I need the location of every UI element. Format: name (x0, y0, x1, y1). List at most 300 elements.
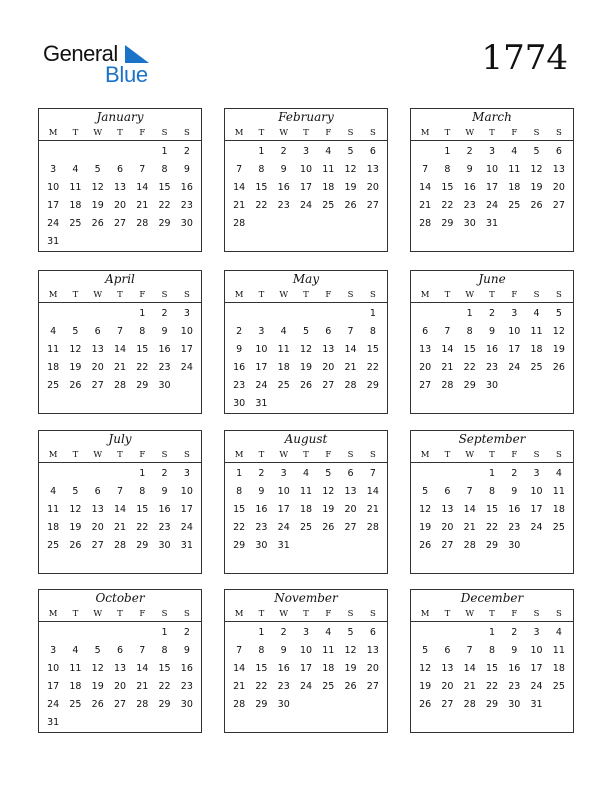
weekday-header-row (39, 448, 201, 463)
day-cell: 8 (236, 486, 243, 497)
day-cell: 19 (69, 362, 82, 373)
empty-day-cell (317, 305, 339, 323)
weekday-header: M (420, 450, 430, 460)
day-cell: 27 (419, 380, 432, 391)
day-cell: 8 (161, 645, 168, 656)
day-cell: 23 (158, 362, 171, 373)
weekday-header: S (161, 450, 168, 460)
empty-day-cell (87, 305, 109, 323)
month-title: August (284, 432, 328, 446)
day-cell: 22 (485, 681, 499, 692)
day-cell: 2 (236, 326, 243, 337)
weekday-header: F (511, 609, 518, 619)
day-cell: 16 (180, 182, 193, 193)
day-cell: 2 (280, 627, 287, 638)
day-cell: 2 (466, 146, 473, 157)
day-cell: 2 (161, 468, 168, 479)
day-cell: 3 (183, 468, 190, 479)
day-cell: 26 (91, 699, 104, 710)
day-cell: 15 (255, 182, 268, 193)
weekday-header: S (183, 128, 190, 138)
day-cell: 2 (280, 146, 287, 157)
day-cell: 21 (233, 681, 246, 692)
empty-day-cell (250, 305, 272, 323)
day-cell: 26 (322, 522, 335, 533)
day-cell: 16 (180, 663, 193, 674)
weekday-header: F (511, 450, 518, 460)
day-cell: 25 (69, 699, 82, 710)
empty-day-cell (109, 465, 131, 483)
weekday-header: S (369, 290, 376, 300)
day-cell: 11 (69, 182, 82, 193)
day-cell: 23 (463, 200, 476, 211)
day-cell: 13 (441, 504, 454, 515)
day-cell: 4 (72, 164, 79, 175)
day-cell: 28 (113, 540, 127, 551)
day-cell: 11 (277, 344, 290, 355)
day-cell: 1 (139, 308, 146, 319)
day-cell: 1 (369, 308, 376, 319)
day-cell: 30 (463, 218, 476, 229)
day-cell: 31 (47, 717, 60, 728)
weekday-header: T (444, 128, 451, 138)
empty-day-cell (273, 305, 295, 323)
weekday-header: T (303, 450, 309, 460)
day-grid (411, 141, 573, 233)
day-cell: 21 (463, 522, 476, 533)
day-cell: 20 (366, 182, 379, 193)
day-cell: 20 (552, 182, 565, 193)
day-cell: 1 (139, 468, 146, 479)
day-cell: 31 (277, 540, 290, 551)
day-cell: 11 (508, 164, 521, 175)
day-cell: 11 (530, 326, 543, 337)
day-cell: 11 (47, 344, 60, 355)
day-grid (39, 141, 201, 251)
day-cell: 14 (366, 486, 379, 497)
day-cell: 30 (508, 540, 521, 551)
day-cell: 19 (69, 522, 82, 533)
day-cell: 29 (463, 380, 476, 391)
day-cell: 8 (488, 645, 496, 656)
day-cell: 3 (533, 627, 540, 638)
empty-day-cell (414, 624, 436, 642)
empty-day-cell (436, 465, 458, 483)
day-cell: 27 (344, 522, 357, 533)
day-cell: 1 (488, 468, 496, 479)
day-cell: 3 (302, 146, 310, 157)
day-cell: 22 (158, 200, 171, 211)
day-grid (411, 303, 573, 395)
day-cell: 27 (366, 681, 379, 692)
day-cell: 14 (463, 663, 476, 674)
weekday-header: S (183, 450, 190, 460)
weekday-header: S (555, 290, 562, 300)
day-grid (225, 303, 387, 413)
day-cell: 24 (47, 218, 60, 229)
day-cell: 3 (488, 146, 496, 157)
day-cell: 29 (233, 540, 246, 551)
weekday-header: W (465, 128, 475, 138)
day-cell: 26 (344, 681, 357, 692)
empty-day-cell (414, 143, 436, 161)
day-cell: 24 (180, 522, 193, 533)
day-cell: 28 (344, 380, 357, 391)
month-september (410, 430, 574, 574)
day-cell: 28 (419, 218, 432, 229)
day-cell: 9 (183, 164, 190, 175)
day-cell: 11 (322, 164, 335, 175)
day-cell: 25 (322, 200, 335, 211)
day-cell: 19 (322, 504, 335, 515)
day-cell: 3 (511, 308, 518, 319)
logo-triangle-icon (125, 45, 149, 63)
weekday-header: S (555, 128, 562, 138)
day-grid (411, 463, 573, 555)
month-november (224, 589, 388, 733)
weekday-header: F (139, 609, 146, 619)
day-cell: 10 (530, 645, 543, 656)
day-cell: 12 (91, 663, 104, 674)
empty-day-cell (42, 624, 64, 642)
day-cell: 5 (302, 326, 310, 337)
day-cell: 29 (158, 218, 171, 229)
weekday-header: W (93, 609, 103, 619)
weekday-header: T (489, 609, 495, 619)
day-cell: 2 (258, 468, 265, 479)
weekday-header: T (444, 450, 451, 460)
weekday-header: T (258, 609, 265, 619)
day-cell: 17 (299, 182, 313, 193)
day-cell: 5 (72, 326, 79, 337)
weekday-header: T (258, 128, 265, 138)
day-cell: 12 (344, 164, 357, 175)
day-cell: 30 (508, 699, 521, 710)
empty-day-cell (64, 465, 86, 483)
day-cell: 12 (91, 182, 104, 193)
day-cell: 22 (366, 362, 379, 373)
weekday-header: T (444, 290, 451, 300)
day-cell: 18 (552, 504, 565, 515)
weekday-header: T (258, 290, 265, 300)
day-cell: 27 (366, 200, 379, 211)
day-cell: 17 (299, 663, 313, 674)
month-july (38, 430, 202, 574)
day-cell: 17 (485, 182, 499, 193)
empty-day-cell (339, 305, 361, 323)
day-cell: 27 (441, 540, 454, 551)
day-cell: 18 (47, 522, 60, 533)
day-cell: 28 (233, 218, 246, 229)
day-cell: 7 (444, 326, 451, 337)
day-cell: 15 (463, 344, 476, 355)
empty-day-cell (109, 305, 131, 323)
month-title: October (95, 591, 145, 605)
day-cell: 17 (255, 362, 268, 373)
empty-day-cell (459, 624, 481, 642)
day-cell: 16 (158, 344, 171, 355)
day-cell: 29 (441, 218, 454, 229)
weekday-header: W (279, 450, 289, 460)
weekday-header: W (465, 609, 475, 619)
day-cell: 17 (530, 663, 543, 674)
day-cell: 3 (50, 645, 57, 656)
day-cell: 16 (255, 504, 268, 515)
month-title: November (274, 591, 338, 605)
day-cell: 13 (344, 486, 357, 497)
day-cell: 29 (485, 540, 499, 551)
day-cell: 10 (299, 645, 313, 656)
day-cell: 19 (299, 362, 313, 373)
weekday-header: S (533, 290, 540, 300)
weekday-header: M (48, 128, 58, 138)
day-cell: 23 (233, 380, 246, 391)
day-cell: 1 (258, 146, 265, 157)
weekday-header: S (369, 128, 376, 138)
weekday-header: T (444, 609, 451, 619)
logo-text-general: General (43, 41, 118, 66)
day-cell: 8 (488, 486, 496, 497)
day-cell: 29 (255, 699, 268, 710)
day-cell: 19 (419, 681, 432, 692)
day-cell: 18 (69, 681, 82, 692)
day-cell: 27 (322, 380, 335, 391)
day-cell: 1 (258, 627, 265, 638)
day-grid (39, 463, 201, 555)
day-cell: 25 (69, 218, 82, 229)
day-cell: 3 (50, 164, 57, 175)
day-cell: 26 (69, 380, 82, 391)
empty-day-cell (42, 143, 64, 161)
day-cell: 8 (139, 486, 146, 497)
day-cell: 25 (299, 522, 313, 533)
day-cell: 15 (136, 504, 149, 515)
day-cell: 21 (344, 362, 357, 373)
day-cell: 14 (113, 504, 127, 515)
day-cell: 22 (136, 362, 149, 373)
day-cell: 18 (69, 200, 82, 211)
day-cell: 10 (47, 182, 60, 193)
month-title: September (458, 432, 526, 446)
day-cell: 30 (158, 380, 171, 391)
day-cell: 17 (508, 344, 521, 355)
weekday-header: T (72, 290, 79, 300)
day-cell: 26 (91, 218, 104, 229)
empty-day-cell (414, 305, 436, 323)
day-cell: 25 (47, 540, 60, 551)
day-cell: 29 (136, 380, 149, 391)
day-cell: 9 (236, 344, 243, 355)
day-cell: 28 (136, 699, 149, 710)
day-cell: 20 (441, 522, 454, 533)
weekday-header: S (347, 609, 354, 619)
empty-day-cell (64, 143, 86, 161)
day-cell: 10 (508, 326, 521, 337)
empty-day-cell (109, 143, 131, 161)
weekday-header: T (258, 450, 265, 460)
day-cell: 1 (488, 627, 496, 638)
weekday-header: T (303, 128, 309, 138)
day-cell: 3 (258, 326, 265, 337)
day-cell: 5 (94, 645, 101, 656)
day-cell: 30 (255, 540, 268, 551)
day-cell: 25 (47, 380, 60, 391)
day-cell: 9 (161, 486, 168, 497)
weekday-header: M (48, 290, 58, 300)
day-cell: 5 (555, 308, 562, 319)
day-cell: 2 (183, 146, 190, 157)
day-cell: 13 (552, 164, 565, 175)
day-cell: 9 (280, 645, 287, 656)
day-cell: 11 (552, 645, 565, 656)
day-cell: 19 (530, 182, 543, 193)
day-cell: 17 (180, 504, 193, 515)
day-cell: 19 (552, 344, 565, 355)
day-cell: 23 (508, 681, 521, 692)
empty-day-cell (42, 465, 64, 483)
day-cell: 6 (347, 468, 354, 479)
day-cell: 11 (299, 486, 313, 497)
day-cell: 24 (508, 362, 521, 373)
day-cell: 6 (116, 164, 124, 175)
day-cell: 21 (136, 681, 149, 692)
day-cell: 9 (511, 486, 518, 497)
day-cell: 9 (511, 645, 518, 656)
day-cell: 2 (488, 308, 496, 319)
day-cell: 7 (347, 326, 354, 337)
empty-day-cell (436, 624, 458, 642)
day-cell: 10 (299, 164, 313, 175)
day-cell: 29 (485, 699, 499, 710)
day-cell: 10 (47, 663, 60, 674)
weekday-header-row (225, 607, 387, 622)
day-cell: 29 (158, 699, 171, 710)
day-cell: 13 (366, 645, 379, 656)
weekday-header-row (411, 607, 573, 622)
empty-day-cell (414, 465, 436, 483)
day-cell: 19 (344, 182, 357, 193)
day-cell: 5 (94, 164, 101, 175)
day-cell: 22 (255, 200, 268, 211)
day-cell: 17 (180, 344, 193, 355)
weekday-header-row (39, 126, 201, 141)
weekday-header: T (489, 290, 495, 300)
day-cell: 14 (113, 344, 127, 355)
empty-day-cell (109, 624, 131, 642)
weekday-header: W (93, 128, 103, 138)
day-cell: 26 (530, 200, 543, 211)
day-cell: 22 (441, 200, 454, 211)
day-cell: 12 (552, 326, 565, 337)
day-cell: 3 (533, 468, 540, 479)
empty-day-cell (64, 624, 86, 642)
month-august (224, 430, 388, 574)
day-cell: 21 (366, 504, 379, 515)
day-cell: 14 (344, 344, 357, 355)
day-cell: 26 (552, 362, 565, 373)
day-cell: 4 (325, 627, 332, 638)
day-cell: 13 (91, 504, 104, 515)
day-cell: 16 (508, 663, 521, 674)
day-cell: 8 (258, 645, 265, 656)
weekday-header-row (225, 448, 387, 463)
day-cell: 10 (485, 164, 499, 175)
weekday-header: M (234, 450, 244, 460)
weekday-header: M (420, 128, 430, 138)
day-cell: 7 (466, 486, 473, 497)
weekday-header: S (347, 290, 354, 300)
day-cell: 14 (419, 182, 432, 193)
day-cell: 23 (485, 362, 499, 373)
day-cell: 4 (555, 627, 562, 638)
weekday-header: S (533, 609, 540, 619)
day-cell: 9 (183, 645, 190, 656)
day-cell: 6 (369, 627, 376, 638)
day-cell: 6 (94, 486, 101, 497)
month-title: December (460, 591, 524, 605)
day-cell: 30 (180, 699, 193, 710)
weekday-header: W (279, 609, 289, 619)
day-cell: 26 (344, 200, 357, 211)
day-cell: 13 (91, 344, 104, 355)
day-cell: 20 (344, 504, 357, 515)
day-cell: 4 (325, 146, 332, 157)
day-cell: 26 (69, 540, 82, 551)
day-cell: 1 (444, 146, 451, 157)
empty-day-cell (87, 624, 109, 642)
weekday-header: W (465, 290, 475, 300)
day-cell: 2 (511, 468, 518, 479)
weekday-header: W (93, 290, 103, 300)
weekday-header: S (183, 290, 190, 300)
weekday-header: S (161, 609, 168, 619)
day-cell: 19 (91, 681, 104, 692)
empty-day-cell (228, 143, 250, 161)
day-cell: 31 (180, 540, 193, 551)
weekday-header: F (139, 450, 146, 460)
day-cell: 9 (466, 164, 473, 175)
day-cell: 13 (322, 344, 335, 355)
day-cell: 21 (233, 200, 246, 211)
calendar-year: 1774 (481, 38, 568, 78)
weekday-header: S (183, 609, 190, 619)
month-april (38, 270, 202, 414)
day-cell: 18 (299, 504, 313, 515)
day-cell: 5 (347, 627, 354, 638)
day-cell: 14 (233, 182, 246, 193)
day-cell: 24 (485, 200, 499, 211)
day-cell: 3 (183, 308, 190, 319)
weekday-header: T (489, 128, 495, 138)
empty-day-cell (228, 624, 250, 642)
weekday-header: M (48, 450, 58, 460)
day-cell: 5 (422, 645, 429, 656)
day-cell: 9 (488, 326, 496, 337)
day-cell: 18 (322, 663, 335, 674)
day-cell: 13 (441, 663, 454, 674)
month-february (224, 108, 388, 252)
day-cell: 15 (255, 663, 268, 674)
weekday-header: S (555, 450, 562, 460)
month-title: March (472, 110, 512, 124)
day-cell: 26 (419, 699, 432, 710)
day-cell: 8 (369, 326, 376, 337)
weekday-header: W (279, 128, 289, 138)
weekday-header: T (117, 290, 123, 300)
day-cell: 26 (299, 380, 313, 391)
day-cell: 28 (463, 699, 476, 710)
weekday-header: M (234, 128, 244, 138)
